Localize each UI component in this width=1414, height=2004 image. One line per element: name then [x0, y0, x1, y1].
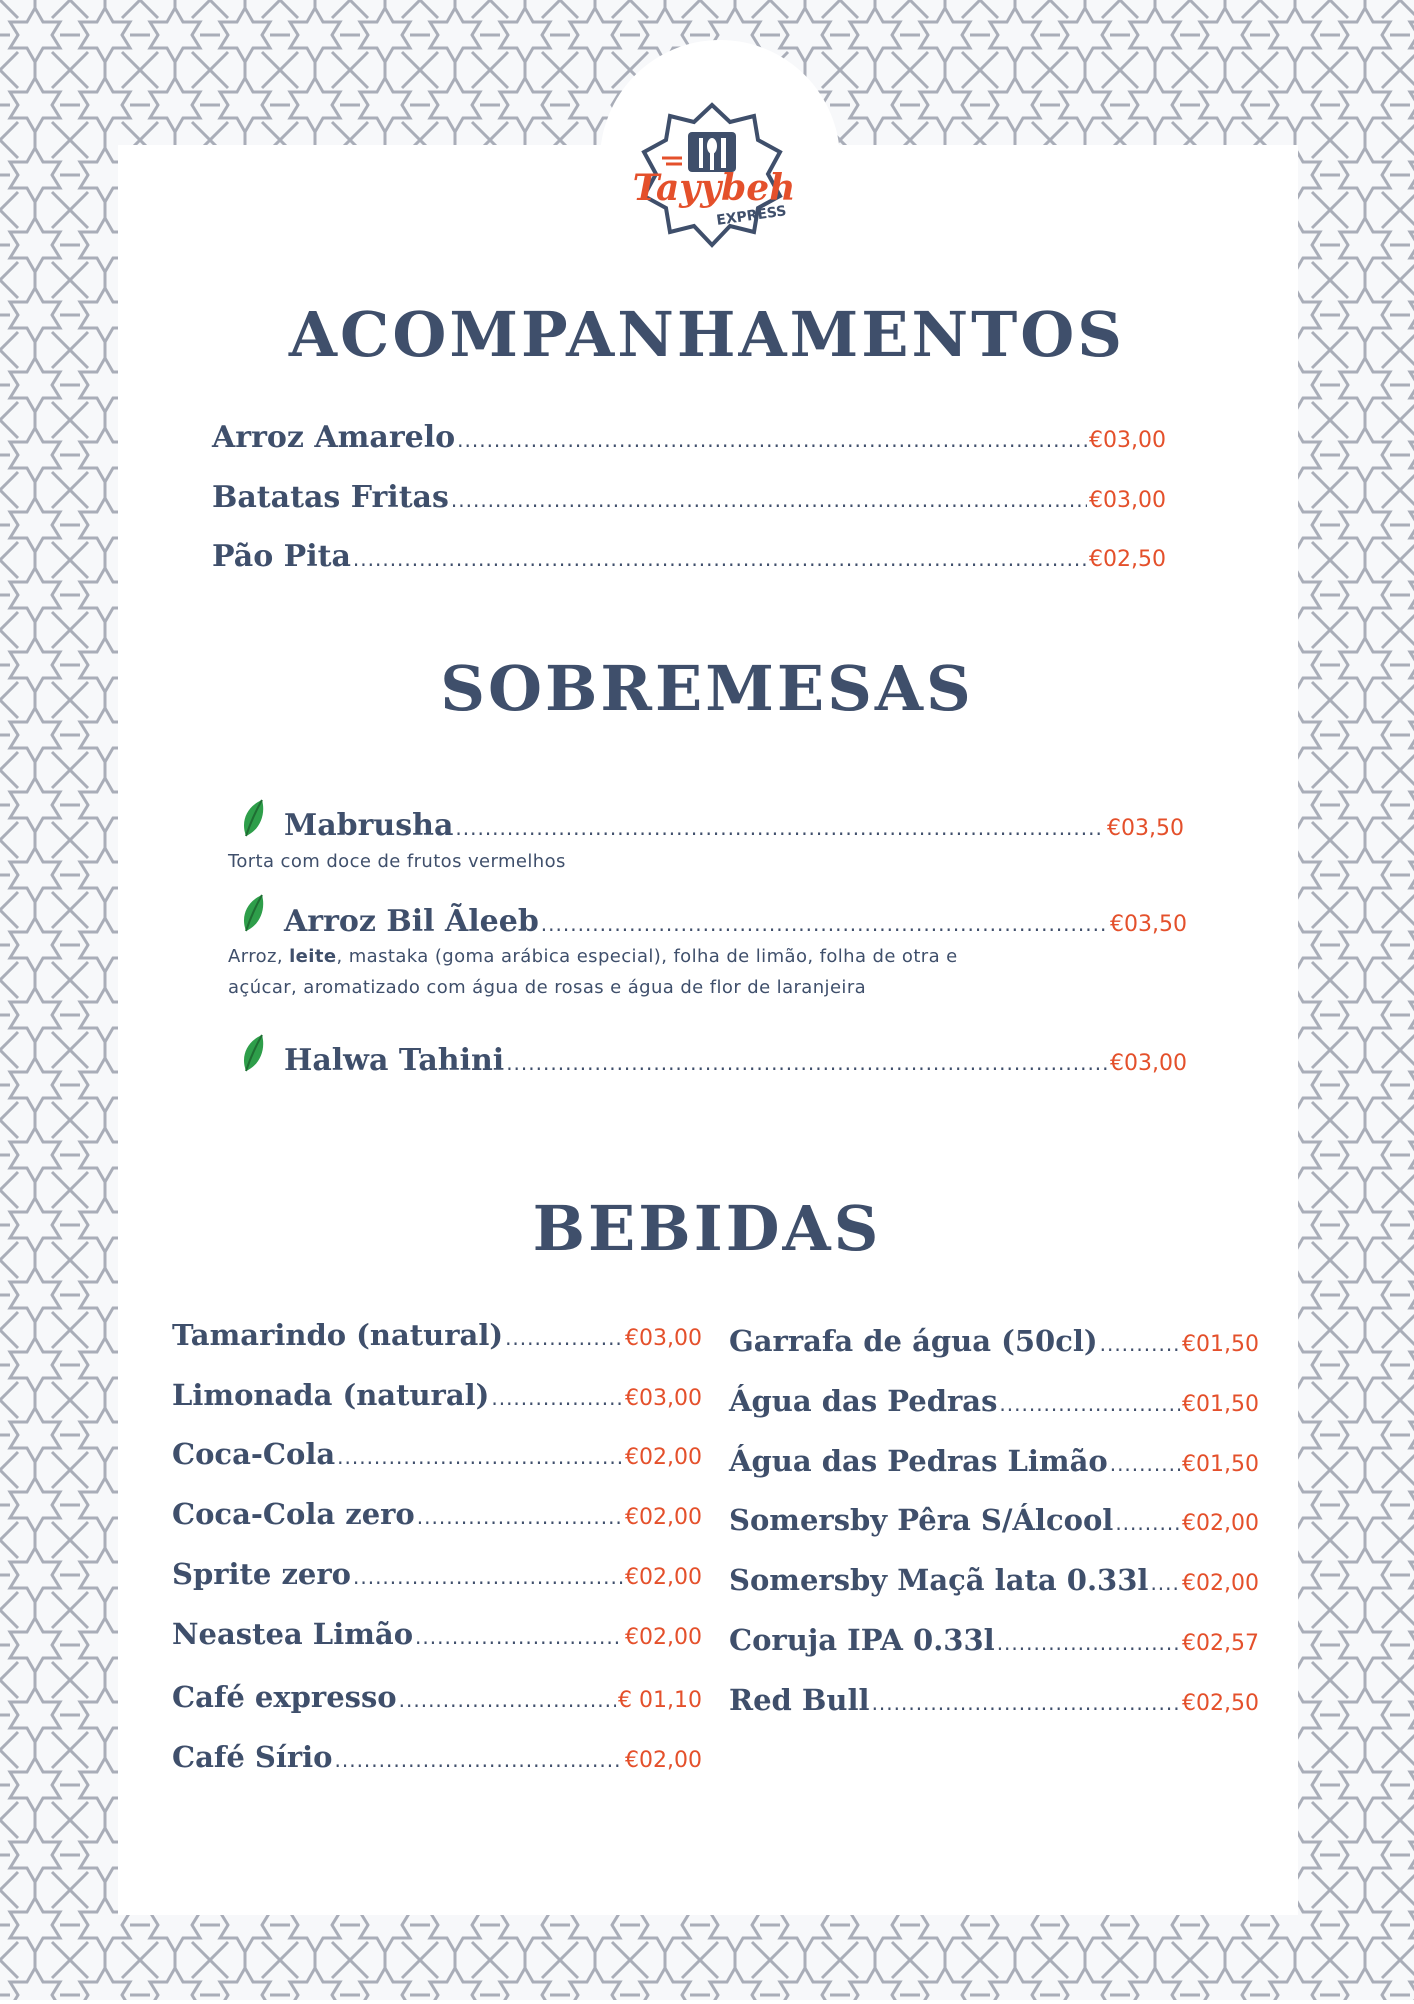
item-price: €02,57	[1182, 1631, 1259, 1656]
item-price: €03,00	[1110, 1051, 1187, 1076]
dot-leader	[353, 1565, 623, 1589]
menu-item	[172, 1318, 702, 1352]
item-name: Tamarindo (natural)	[172, 1318, 504, 1352]
menu-item	[212, 539, 1166, 574]
dot-leader	[541, 912, 1108, 936]
logo-subtitle: EXPRESS	[715, 203, 788, 229]
item-price: €02,00	[1182, 1511, 1259, 1536]
dot-leader	[1110, 1452, 1180, 1476]
item-price: €03,50	[1110, 912, 1187, 937]
item-name: Café Sírio	[172, 1740, 333, 1774]
leaf-icon	[238, 893, 268, 933]
dot-leader	[506, 1051, 1108, 1075]
item-name: Pão Pita	[212, 539, 351, 574]
menu-item	[729, 1563, 1259, 1597]
item-price: €03,00	[625, 1326, 702, 1351]
dot-leader	[415, 1625, 623, 1649]
logo-wordmark: Tayybeh	[632, 167, 796, 209]
menu-item	[729, 1683, 1259, 1717]
item-price: €02,50	[1089, 547, 1166, 572]
item-price: €03,00	[1089, 428, 1166, 453]
menu-item	[284, 1043, 1187, 1078]
dot-leader	[399, 1688, 616, 1712]
item-price: €03,00	[1089, 488, 1166, 513]
menu-item	[172, 1740, 702, 1774]
menu-item	[172, 1680, 702, 1714]
dot-leader	[999, 1392, 1180, 1416]
item-price: €02,50	[1182, 1691, 1259, 1716]
item-price: € 01,10	[618, 1688, 702, 1713]
leaf-icon	[238, 798, 268, 838]
item-name: Arroz Amarelo	[212, 420, 456, 455]
item-name: Garrafa de água (50cl)	[729, 1324, 1098, 1358]
menu-item	[729, 1503, 1259, 1537]
item-name: Coca-Cola zero	[172, 1497, 415, 1531]
dot-leader	[451, 488, 1087, 512]
item-name: Arroz Bil Ãleeb	[284, 904, 539, 939]
item-name: Neastea Limão	[172, 1617, 414, 1651]
item-name: Limonada (natural)	[172, 1378, 490, 1412]
item-price: €01,50	[1182, 1392, 1259, 1417]
item-description: Arroz, leite, mastaka (goma arábica especial), folha de limão, folha de otra e açúcar, aromatizado com água de rosas e água de flor de laranjeira	[228, 946, 958, 998]
menu-item	[172, 1378, 702, 1412]
menu-item	[172, 1437, 702, 1471]
menu-item	[729, 1384, 1259, 1418]
menu-item	[172, 1617, 702, 1651]
item-price: €02,00	[625, 1565, 702, 1590]
dot-leader	[353, 547, 1087, 571]
dot-leader	[1115, 1511, 1180, 1535]
item-name: Água das Pedras	[729, 1384, 998, 1418]
item-price: €03,50	[1107, 816, 1184, 841]
item-price: €01,50	[1182, 1332, 1259, 1357]
menu-item	[212, 420, 1166, 455]
menu-item	[284, 904, 1187, 939]
leaf-icon	[238, 1033, 268, 1073]
dot-leader	[872, 1691, 1180, 1715]
item-name: Água das Pedras Limão	[729, 1444, 1108, 1478]
item-price: €02,00	[625, 1505, 702, 1530]
dot-leader	[491, 1386, 623, 1410]
item-name: Coca-Cola	[172, 1437, 336, 1471]
menu-item	[172, 1497, 702, 1531]
item-description: Torta com doce de frutos vermelhos	[228, 851, 566, 872]
dot-leader	[335, 1748, 624, 1772]
menu-item	[172, 1557, 702, 1591]
section-title-bebidas: BEBIDAS	[532, 1192, 882, 1265]
menu-item	[729, 1324, 1259, 1358]
menu-item	[212, 480, 1166, 515]
menu-item	[284, 808, 1184, 843]
tayybeh-logo	[622, 100, 802, 260]
item-price: €02,00	[1182, 1571, 1259, 1596]
item-name: Sprite zero	[172, 1557, 351, 1591]
item-price: €01,50	[1182, 1452, 1259, 1477]
item-price: €02,00	[625, 1625, 702, 1650]
section-title-sobremesas: SOBREMESAS	[440, 652, 974, 725]
menu-item	[729, 1623, 1259, 1657]
dot-leader	[505, 1326, 623, 1350]
dot-leader	[1150, 1571, 1180, 1595]
item-name: Mabrusha	[284, 808, 454, 843]
dot-leader	[1100, 1332, 1180, 1356]
dot-leader	[455, 816, 1105, 840]
item-name: Somersby Maçã lata 0.33l	[729, 1563, 1149, 1597]
item-name: Batatas Fritas	[212, 480, 449, 515]
dot-leader	[417, 1505, 623, 1529]
item-name: Halwa Tahini	[284, 1043, 505, 1078]
item-price: €02,00	[625, 1748, 702, 1773]
menu-item	[729, 1444, 1259, 1478]
dot-leader	[997, 1631, 1180, 1655]
item-price: €03,00	[625, 1386, 702, 1411]
dot-leader	[457, 428, 1087, 452]
section-title-acompanhamentos: ACOMPANHAMENTOS	[288, 298, 1126, 371]
item-name: Coruja IPA 0.33l	[729, 1623, 995, 1657]
dot-leader	[337, 1445, 623, 1469]
item-name: Café expresso	[172, 1680, 397, 1714]
item-name: Red Bull	[729, 1683, 870, 1717]
item-price: €02,00	[625, 1445, 702, 1470]
item-name: Somersby Pêra S/Álcool	[729, 1503, 1114, 1537]
